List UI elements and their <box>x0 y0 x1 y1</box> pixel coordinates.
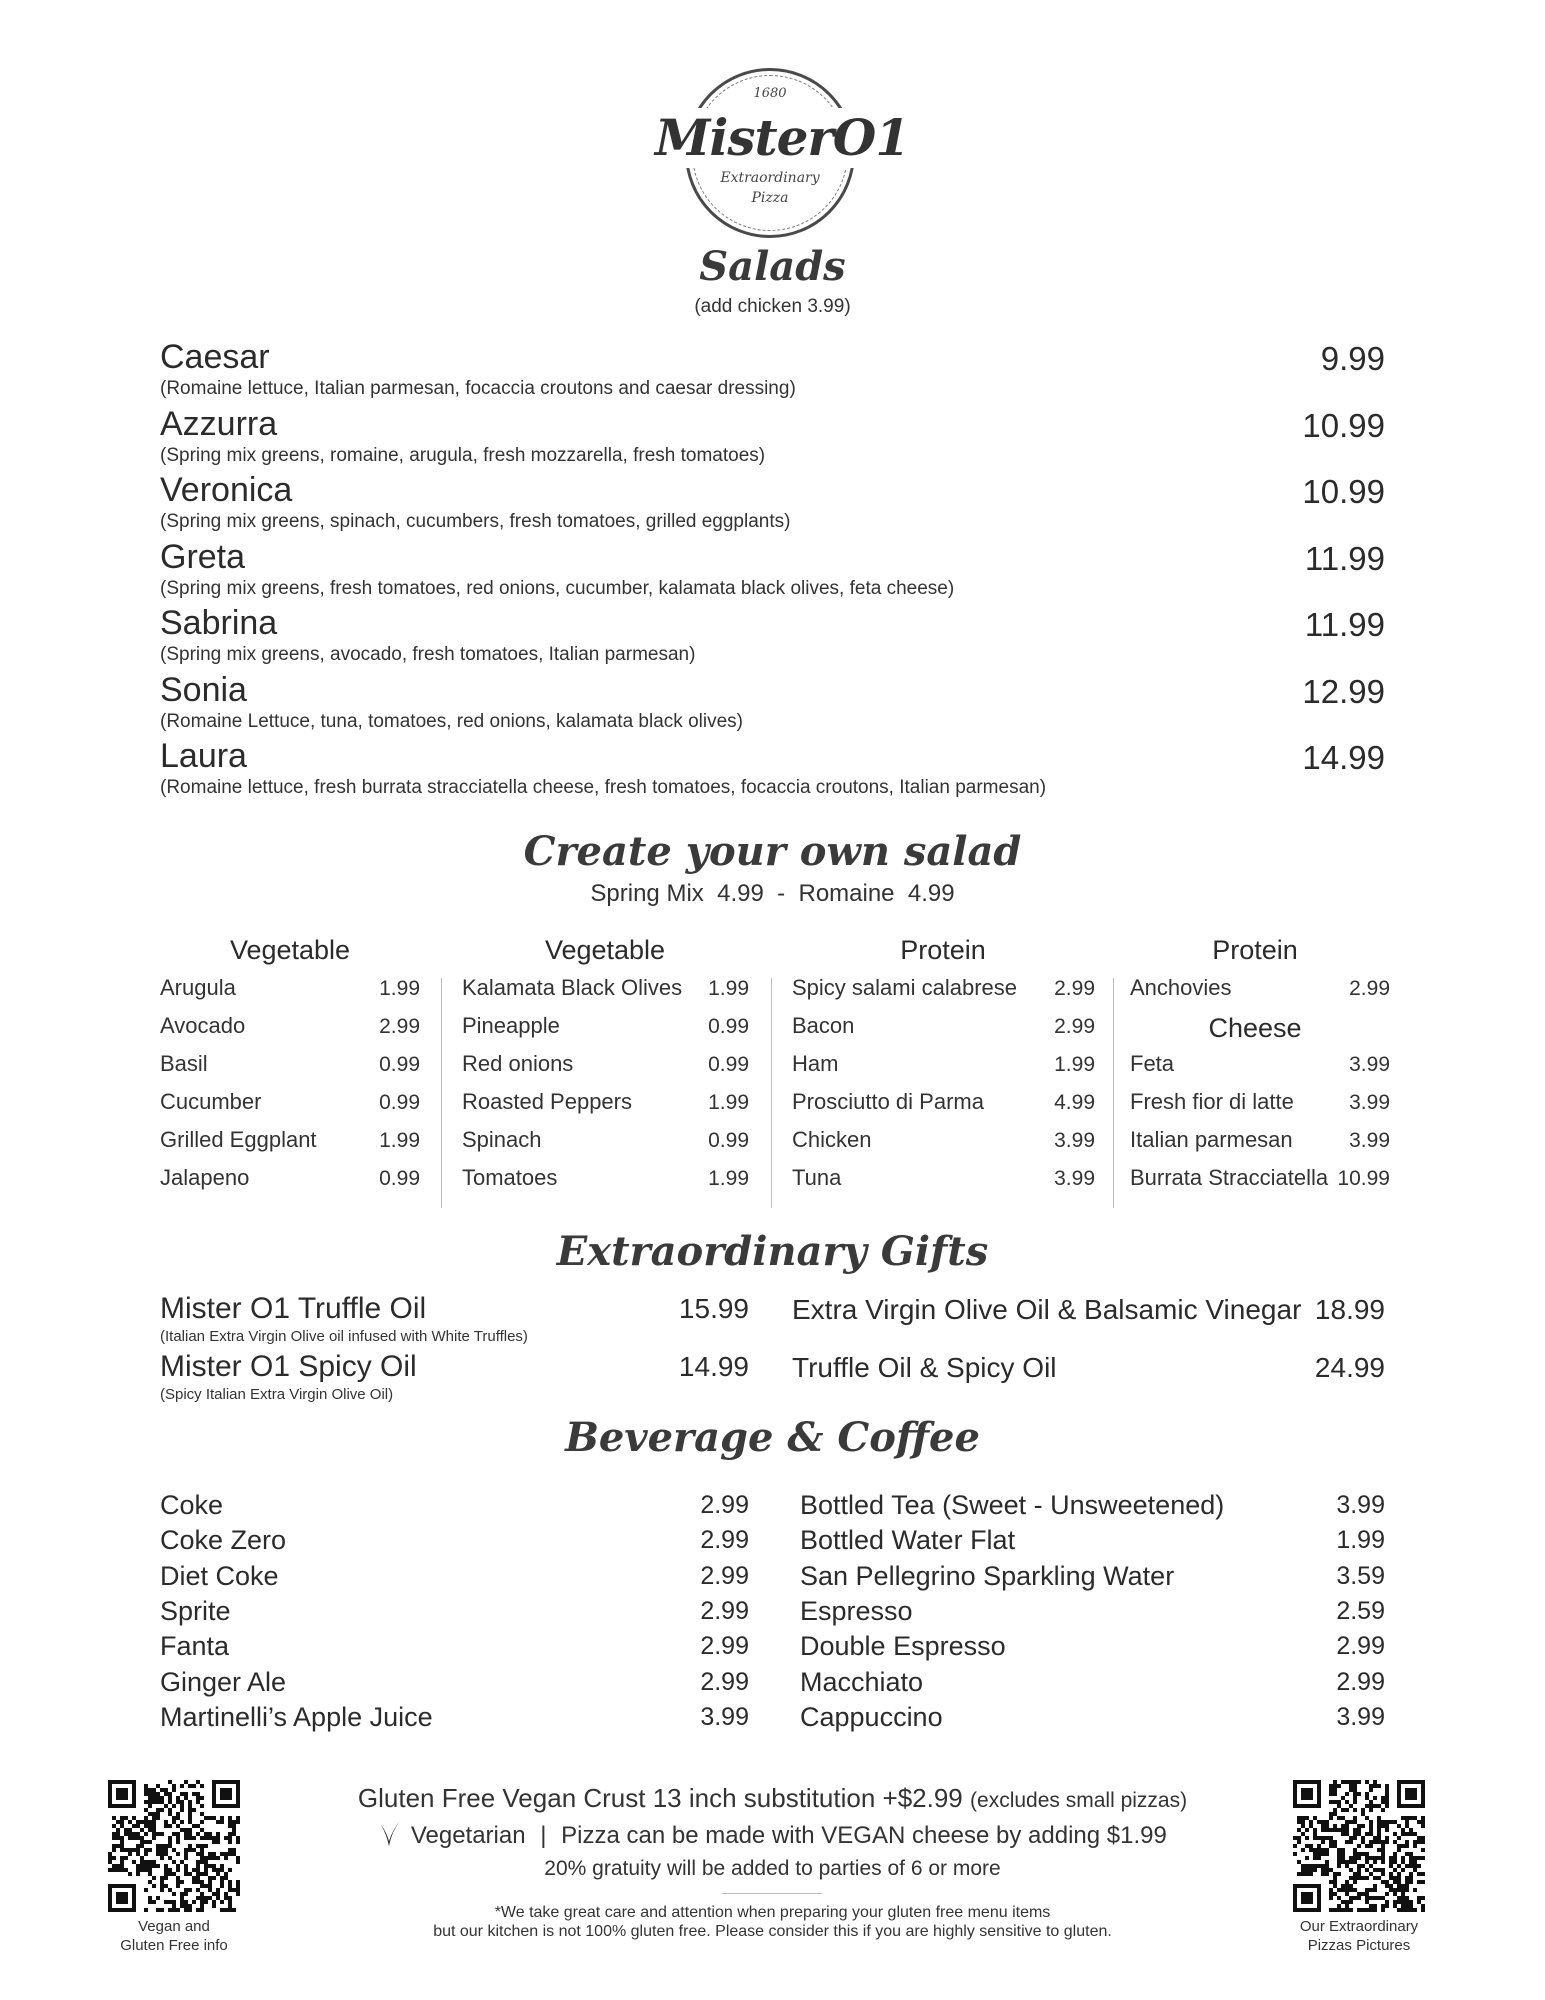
beverage-name: Sprite <box>160 1595 231 1626</box>
salad-name: Laura <box>160 737 247 775</box>
ingredient-name: Anchovies <box>1130 975 1232 1000</box>
column-divider <box>771 978 772 1208</box>
salad-name: Sabrina <box>160 604 278 642</box>
beverage-price: 3.59 <box>1336 1561 1385 1590</box>
salad-price: 9.99 <box>1320 340 1385 377</box>
gratuity-text: 20% gratuity will be added to parties of 6 or more <box>544 1857 1001 1880</box>
gift-price: 15.99 <box>678 1293 749 1324</box>
salad-price: 14.99 <box>1302 739 1385 776</box>
vegetarian-label: Vegetarian <box>410 1822 526 1849</box>
beverage-name: Coke <box>160 1490 224 1520</box>
ingredient-name: Red onions <box>462 1051 574 1076</box>
salad-price: 11.99 <box>1304 539 1385 577</box>
salad-description: (Romaine Lettuce, tuna, tomatoes, red onions, kalamata black olives) <box>160 710 743 732</box>
ingredient-name: Kalamata Black Olives <box>462 975 683 1000</box>
beverage-price: 2.99 <box>700 1526 749 1555</box>
logo-tagline-1: Extraordinary <box>720 170 820 186</box>
qr-right-caption-line1: Our Extraordinary <box>1299 1918 1419 1935</box>
salad-price: 10.99 <box>1302 406 1385 444</box>
beverage-name: Ginger Ale <box>160 1666 287 1697</box>
gift-name: Mister O1 Spicy Oil <box>160 1350 417 1383</box>
vegetarian-line <box>0 1819 1545 1856</box>
beverage-name: Diet Coke <box>160 1560 279 1591</box>
gift-price: 24.99 <box>1314 1352 1385 1383</box>
beverages-title: Beverage & Coffee <box>565 1414 980 1461</box>
ingredient-name: Fresh fior di latte <box>1130 1089 1294 1114</box>
ingredient-price: 2.99 <box>1349 977 1390 1000</box>
salad-description: (Romaine lettuce, fresh burrata stracciatella cheese, fresh tomatoes, focaccia croutons, Italian parmesan) <box>160 777 1047 798</box>
ingredient-name: Ham <box>792 1051 839 1076</box>
salad-description: (Spring mix greens, avocado, fresh tomatoes, Italian parmesan) <box>160 644 696 665</box>
salads-title: Salads <box>699 243 846 290</box>
ingredient-name: Jalapeno <box>160 1165 250 1190</box>
gift-name: Extra Virgin Olive Oil & Balsamic Vinegar <box>792 1294 1302 1325</box>
ingredient-price: 0.99 <box>379 1053 420 1076</box>
qr-left-caption-line2: Gluten Free info <box>120 1937 228 1954</box>
beverage-price: 3.99 <box>1336 1702 1385 1731</box>
ingredient-price: 1.99 <box>708 977 749 1000</box>
salad-price: 11.99 <box>1304 606 1385 643</box>
gift-description: (Italian Extra Virgin Olive oil infused with White Truffles) <box>160 1328 528 1345</box>
salad-name: Caesar <box>160 338 270 376</box>
ingredient-name: Avocado <box>160 1013 246 1038</box>
ingredient-price: 3.99 <box>1349 1053 1390 1076</box>
ingredient-name: Pineapple <box>462 1013 560 1038</box>
ingredient-name: Tomatoes <box>462 1165 558 1190</box>
salad-name: Greta <box>160 537 246 576</box>
leaf-v-icon <box>378 1819 404 1856</box>
beverage-price: 1.99 <box>1336 1526 1385 1555</box>
ingredient-name: Prosciutto di Parma <box>792 1089 984 1114</box>
beverage-price: 2.99 <box>1336 1667 1385 1696</box>
ingredient-price: 3.99 <box>1349 1129 1390 1152</box>
ingredient-name: Burrata Stracciatella <box>1130 1165 1329 1190</box>
ingredient-price: 4.99 <box>1054 1091 1095 1114</box>
column-divider <box>441 978 442 1208</box>
ingredient-price: 1.99 <box>1054 1053 1095 1076</box>
create-salad-base: Spring Mix 4.99 - Romaine 4.99 <box>590 880 955 907</box>
ingredient-column-heading: Protein <box>900 935 986 965</box>
ingredient-name: Chicken <box>792 1127 872 1152</box>
ingredient-name: Arugula <box>160 975 236 1000</box>
ingredient-subheading: Cheese <box>1208 1013 1302 1043</box>
ingredient-price: 3.99 <box>1054 1129 1095 1152</box>
ingredient-price: 1.99 <box>708 1167 749 1190</box>
beverage-name: Bottled Tea (Sweet - Unsweetened) <box>800 1490 1225 1520</box>
ingredient-price: 2.99 <box>1054 1015 1095 1038</box>
salad-description: (Spring mix greens, spinach, cucumbers, fresh tomatoes, grilled eggplants) <box>160 511 791 532</box>
ingredient-price: 1.99 <box>379 1129 420 1152</box>
ingredient-name: Tuna <box>792 1165 842 1190</box>
gift-name: Mister O1 Truffle Oil <box>160 1292 427 1325</box>
gluten-free-line <box>0 1783 1545 1814</box>
beverage-name: Macchiato <box>800 1666 924 1697</box>
beverage-price: 3.99 <box>700 1702 749 1731</box>
beverage-name: Double Espresso <box>800 1631 1006 1662</box>
gluten-disclaimer-2: but our kitchen is not 100% gluten free. Please consider this if you are highly sensitive to gluten. <box>433 1923 1112 1940</box>
ingredient-name: Bacon <box>792 1013 855 1038</box>
salad-price: 10.99 <box>1302 473 1385 510</box>
ingredient-name: Italian parmesan <box>1130 1127 1293 1152</box>
beverage-price: 2.99 <box>700 1596 749 1625</box>
gifts-title: Extraordinary Gifts <box>556 1228 989 1275</box>
ingredient-price: 0.99 <box>708 1053 749 1076</box>
gift-name: Truffle Oil & Spicy Oil <box>792 1352 1057 1383</box>
logo-name: MisterO1 <box>655 108 910 167</box>
salad-description: (Romaine lettuce, Italian parmesan, focaccia croutons and caesar dressing) <box>160 378 796 399</box>
ingredient-name: Spicy salami calabrese <box>792 975 1017 1000</box>
beverage-name: Coke Zero <box>160 1525 287 1556</box>
column-divider <box>1113 978 1114 1208</box>
ingredient-price: 10.99 <box>1337 1167 1390 1190</box>
ingredient-price: 2.99 <box>1054 977 1095 1000</box>
ingredient-price: 3.99 <box>1349 1091 1390 1114</box>
ingredient-name: Spinach <box>462 1127 542 1152</box>
qr-left-caption-line1: Vegan and <box>138 1918 210 1935</box>
restaurant-logo <box>655 68 910 238</box>
salad-name: Sonia <box>160 670 247 709</box>
ingredient-price: 1.99 <box>379 977 420 1000</box>
gluten-free-text: Gluten Free Vegan Crust 13 inch substitution +$2.99 <box>357 1783 963 1813</box>
beverage-price: 2.99 <box>700 1491 749 1519</box>
footer-divider <box>722 1893 822 1894</box>
gift-price: 18.99 <box>1314 1294 1385 1325</box>
gift-description: (Spicy Italian Extra Virgin Olive Oil) <box>160 1386 394 1403</box>
salad-description: (Spring mix greens, romaine, arugula, fresh mozzarella, fresh tomatoes) <box>160 444 766 466</box>
beverage-price: 2.99 <box>700 1667 749 1696</box>
beverage-price: 2.99 <box>700 1632 749 1661</box>
beverage-name: Fanta <box>160 1631 230 1662</box>
ingredient-price: 0.99 <box>708 1129 749 1152</box>
beverage-name: Cappuccino <box>800 1701 943 1732</box>
beverage-price: 3.99 <box>1336 1491 1385 1519</box>
beverage-name: San Pellegrino Sparkling Water <box>800 1560 1175 1591</box>
gift-price: 14.99 <box>678 1351 749 1382</box>
beverage-price: 2.99 <box>700 1561 749 1590</box>
ingredient-price: 1.99 <box>708 1091 749 1114</box>
ingredient-name: Cucumber <box>160 1089 262 1114</box>
gluten-disclaimer-1: *We take great care and attention when preparing your gluten free menu items <box>494 1904 1051 1921</box>
ingredient-column-heading: Protein <box>1212 935 1298 965</box>
ingredient-price: 0.99 <box>379 1091 420 1114</box>
vegetarian-separator: | <box>540 1822 547 1849</box>
salad-name: Veronica <box>160 471 293 509</box>
salad-name: Azzurra <box>160 404 278 443</box>
gluten-free-note: (excludes small pizzas) <box>970 1789 1188 1812</box>
ingredient-column-heading: Vegetable <box>229 935 351 965</box>
beverage-price: 2.99 <box>1336 1632 1385 1661</box>
beverage-name: Bottled Water Flat <box>800 1525 1016 1556</box>
create-salad-title: Create your own salad <box>523 828 1022 875</box>
ingredient-name: Basil <box>160 1051 208 1076</box>
ingredient-price: 3.99 <box>1054 1167 1095 1190</box>
salad-description: (Spring mix greens, fresh tomatoes, red onions, cucumber, kalamata black olives, feta cheese) <box>160 577 955 599</box>
logo-tagline-2: Pizza <box>751 190 789 206</box>
ingredient-price: 0.99 <box>708 1015 749 1038</box>
ingredient-price: 2.99 <box>379 1015 420 1038</box>
ingredient-price: 0.99 <box>379 1167 420 1190</box>
beverage-name: Martinelli’s Apple Juice <box>160 1701 433 1732</box>
ingredient-column-heading: Vegetable <box>544 935 666 965</box>
vegan-cheese-text: Pizza can be made with VEGAN cheese by adding $1.99 <box>561 1822 1167 1849</box>
logo-year: 1680 <box>753 86 787 101</box>
ingredient-name: Feta <box>1130 1051 1175 1076</box>
ingredient-name: Grilled Eggplant <box>160 1127 317 1152</box>
salads-subtitle: (add chicken 3.99) <box>694 296 851 317</box>
beverage-name: Espresso <box>800 1595 913 1626</box>
ingredient-name: Roasted Peppers <box>462 1089 632 1114</box>
salad-price: 12.99 <box>1302 672 1385 710</box>
beverage-price: 2.59 <box>1336 1596 1385 1625</box>
qr-right-caption-line2: Pizzas Pictures <box>1307 1937 1411 1954</box>
